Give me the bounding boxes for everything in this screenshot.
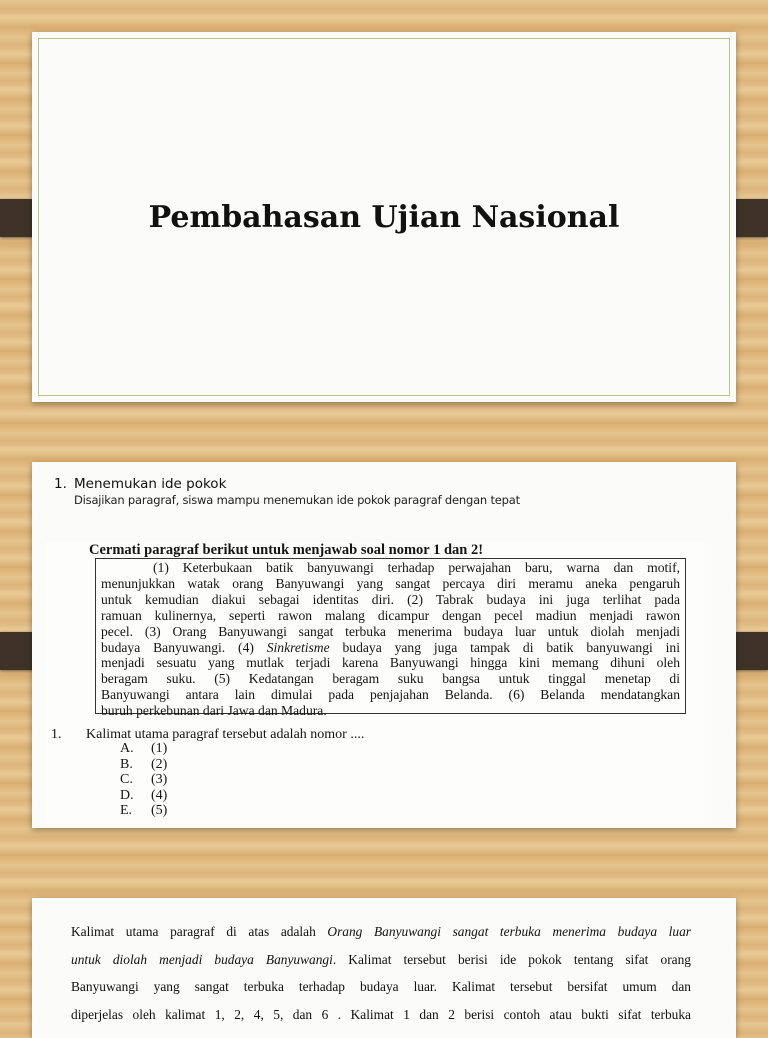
- explanation-line: [71, 918, 691, 946]
- option-letter: A.: [120, 741, 134, 756]
- option-value: (1): [151, 741, 168, 756]
- explanation-line: Banyuwangi yang sangat terbuka terhadap budaya luar. Kalimat tersebut bersifat umum dan: [71, 979, 691, 994]
- item-heading: [54, 476, 226, 492]
- slide-title: Pembahasan Ujian Nasional: [148, 200, 620, 235]
- question-text: Kalimat utama paragraf tersebut adalah nomor ....: [86, 727, 365, 742]
- question-slide: [32, 462, 736, 828]
- paragraph-line: menunjukkan watak orang Banyuwangi yang sangat percaya diri meramu aneka pengaruh: [101, 575, 680, 591]
- italic-term: Sinkretisme: [266, 639, 330, 655]
- answer-option: [120, 757, 167, 773]
- answer-options: [120, 741, 167, 819]
- question-number: 1.: [51, 727, 62, 742]
- scan-heading: Cermati paragraf berikut untuk menjawab soal nomor 1 dan 2!: [89, 542, 484, 558]
- paragraph-line: (1) Keterbukaan batik banyuwangi terhadap perwajahan baru, warna dan motif,: [153, 560, 680, 575]
- item-title: Menemukan ide pokok: [74, 476, 227, 492]
- option-letter: D.: [120, 787, 134, 803]
- paragraph-line: beragam suku. (5) Kedatangan beragam suku bangsa untuk tinggal menetap di: [101, 671, 680, 687]
- option-value: (4): [151, 787, 168, 803]
- paragraph-line: menjadi sesuatu yang mutlak terjadi karena Banyuwangi hingga kini memang dihuni oleh: [101, 655, 680, 671]
- paragraph-line: buruh perkebunan dari Jawa dan Madura.: [101, 703, 327, 719]
- paragraph-line: [101, 640, 680, 656]
- answer-option: [120, 772, 167, 788]
- explanation-text: . Kalimat tersebut berisi ide pokok tentang sifat orang: [332, 951, 691, 967]
- explanation-paragraph: [71, 918, 691, 1028]
- option-value: (3): [151, 772, 168, 787]
- explanation-line: [71, 946, 691, 974]
- option-letter: C.: [120, 772, 133, 787]
- explanation-text: Kalimat utama paragraf di atas adalah: [71, 924, 328, 939]
- explanation-italic: untuk diolah menjadi budaya Banyuwangi: [71, 951, 333, 967]
- answer-option: [120, 803, 167, 819]
- option-letter: E.: [120, 803, 133, 818]
- item-subtitle: Disajikan paragraf, siswa mampu menemukan ide pokok paragraf dengan tepat: [74, 493, 520, 507]
- option-value: (5): [151, 803, 168, 818]
- answer-option: [120, 741, 167, 757]
- question: [51, 727, 364, 743]
- item-number: 1.: [54, 476, 67, 492]
- option-value: (2): [151, 756, 168, 772]
- paragraph-line-part: budaya yang juga tampak di batik banyuwangi ini: [329, 639, 680, 655]
- paragraph-box: [95, 558, 686, 719]
- explanation-line: diperjelas oleh kalimat 1, 2, 4, 5, dan 6 . Kalimat 1 dan 2 berisi contoh atau bukti sifat terbuka: [71, 1006, 691, 1022]
- explanation-slide: [32, 898, 736, 1038]
- explanation-italic: Orang Banyuwangi sangat terbuka menerima budaya luar: [327, 924, 691, 939]
- title-slide: [32, 32, 736, 402]
- paragraph-line: Banyuwangi antara lain dimulai pada penjajahan Belanda. (6) Belanda mendatangkan: [101, 687, 680, 703]
- paragraph-line-part: budaya Banyuwangi. (4): [101, 639, 267, 655]
- paragraph-line: ramuan kulinernya, seperti rawon malang dicampur dengan pecel madiun menjadi rawon: [101, 607, 680, 623]
- scanned-question: [45, 542, 705, 824]
- paragraph-line: untuk kemudian diakui sebagai identitas diri. (2) Tabrak budaya ini juga terlihat pada: [101, 591, 680, 607]
- answer-option: [120, 788, 167, 804]
- paragraph-line: pecel. (3) Orang Banyuwangi sangat terbuka menerima budaya luar untuk diolah menjadi: [101, 623, 680, 639]
- option-letter: B.: [120, 756, 133, 772]
